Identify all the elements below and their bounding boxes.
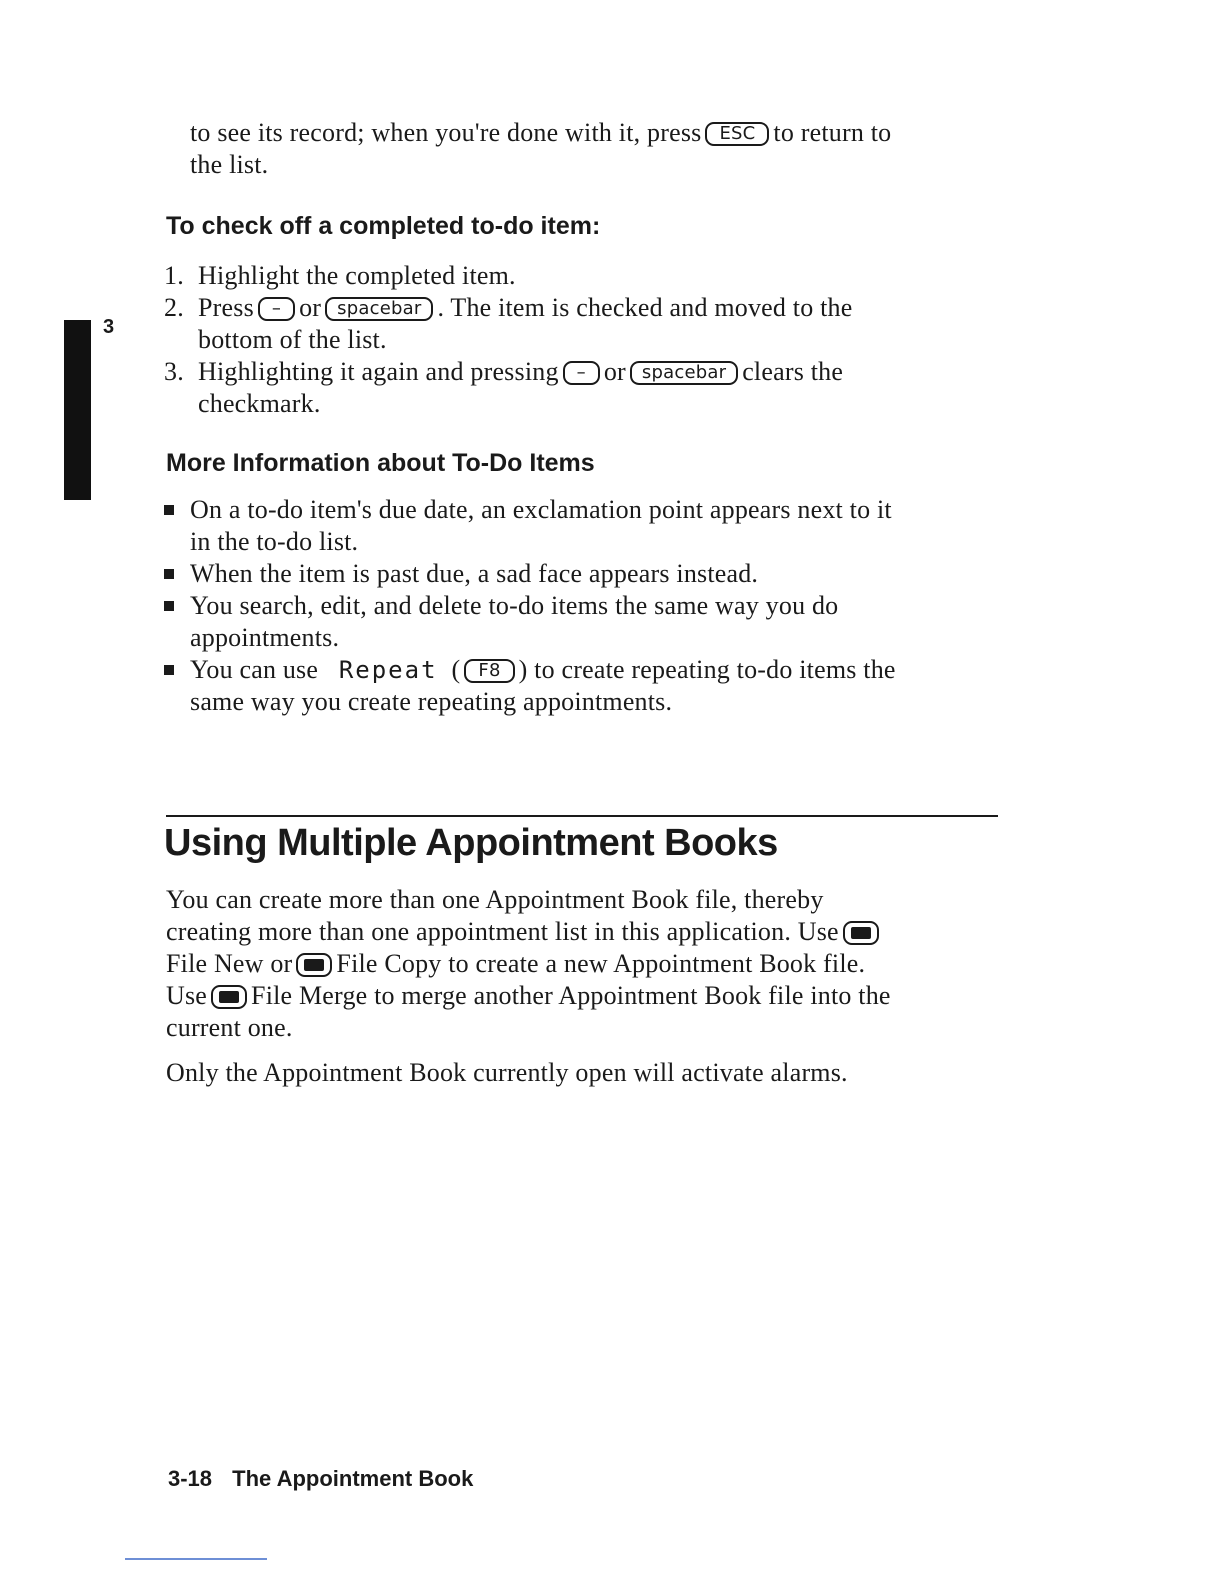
step-3: 3. Highlighting it again and pressing – or spacebar clears the checkmark.	[164, 357, 844, 418]
bullet-square-icon	[164, 505, 174, 515]
menu-key-icon	[211, 985, 247, 1009]
multiple-books-paragraph: You can create more than one Appointment Book file, thereby creating more than one appointment list in this application. Use File New or File Copy to create a new Appointment Book file. Use File Merge to merge another Appointment Book file into the current one.	[166, 885, 891, 1042]
bullet-item: When the item is past due, a sad face appears instead.	[164, 558, 994, 590]
spacebar-key: spacebar	[630, 361, 738, 385]
bullet-square-icon	[164, 601, 174, 611]
bullet-item: You can use Repeat ( F8 ) to create repeating to-do items the same way you create repeating appointments.	[164, 654, 994, 718]
page-section-title: Using Multiple Appointment Books	[164, 822, 778, 864]
menu-key-icon	[296, 953, 332, 977]
scan-edge-line	[125, 1558, 267, 1560]
esc-key: ESC	[705, 122, 769, 146]
f8-key: F8	[464, 659, 514, 683]
alarms-note: Only the Appointment Book currently open will activate alarms.	[166, 1058, 848, 1087]
bullet-square-icon	[164, 569, 174, 579]
repeat-softkey-label: Repeat	[338, 656, 438, 684]
minus-key: –	[258, 297, 295, 321]
spacebar-key: spacebar	[325, 297, 433, 321]
section-heading-check-off: To check off a completed to-do item:	[166, 212, 601, 240]
step-2: 2. Press – or spacebar . The item is checked and moved to the bottom of the list.	[164, 293, 853, 354]
intro-paragraph: to see its record; when you're done with it, press ESC to return to the list.	[190, 118, 892, 179]
step-1: 1. Highlight the completed item.	[164, 261, 516, 290]
minus-key: –	[563, 361, 600, 385]
bullet-square-icon	[164, 665, 174, 675]
section-divider	[166, 815, 998, 817]
bullet-item: On a to-do item's due date, an exclamation point appears next to it in the to-do list.	[164, 494, 994, 558]
page-number: 3-18	[168, 1466, 213, 1491]
chapter-tab-bar	[64, 320, 91, 500]
chapter-number: 3	[103, 316, 115, 338]
more-info-list	[164, 494, 994, 718]
section-heading-more-info: More Information about To-Do Items	[166, 449, 595, 477]
bullet-item: You search, edit, and delete to-do items the same way you do appointments.	[164, 590, 994, 654]
page-footer	[168, 1466, 473, 1492]
menu-key-icon	[843, 921, 879, 945]
check-off-steps	[164, 260, 998, 420]
footer-section-title: The Appointment Book	[232, 1466, 474, 1491]
